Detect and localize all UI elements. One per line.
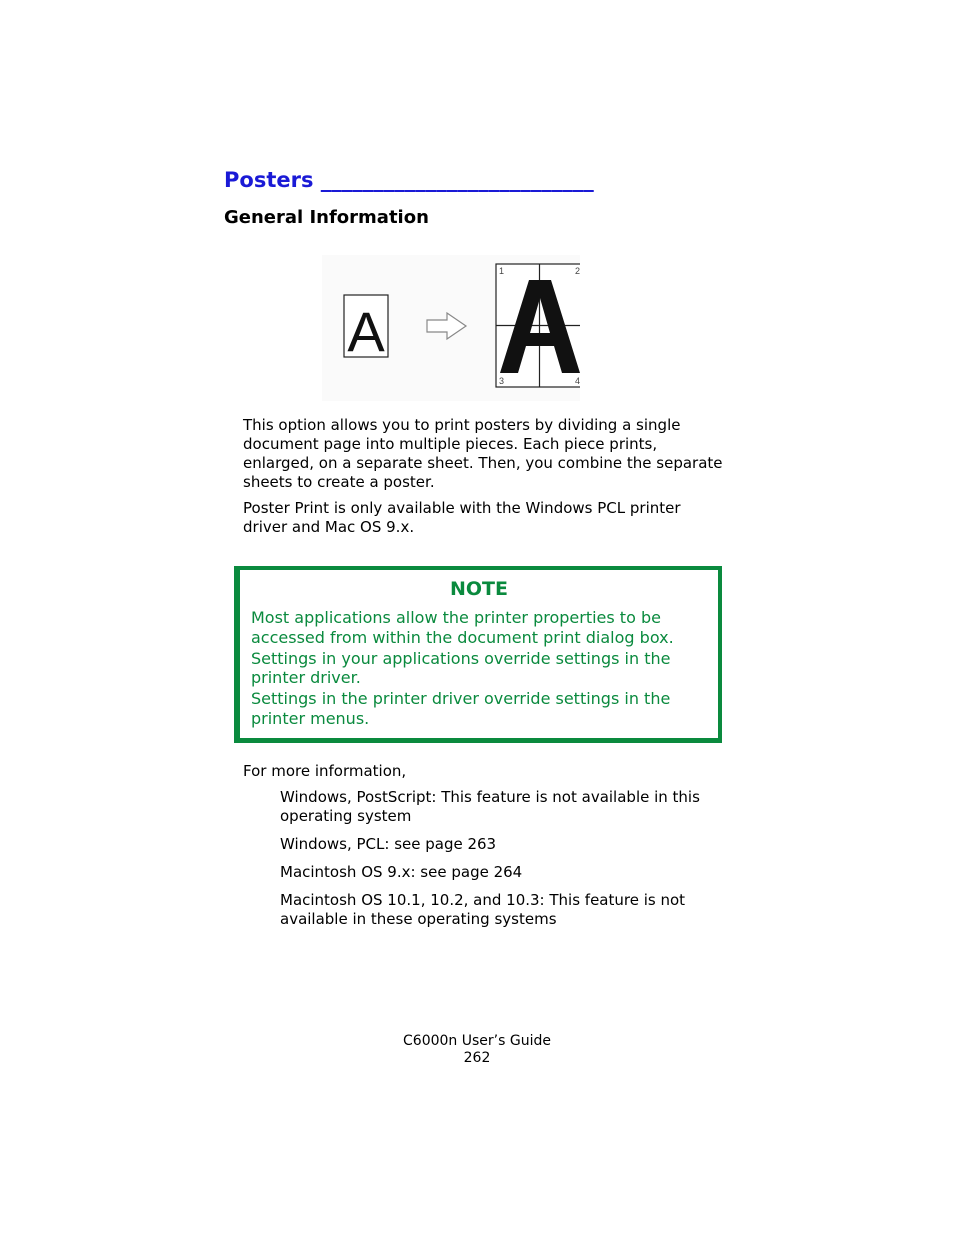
list-item: Macintosh OS 9.x: see page 264	[280, 863, 523, 881]
title-text: Posters	[224, 168, 314, 192]
small-letter: A	[347, 300, 385, 363]
note-box	[234, 566, 722, 743]
list-item: Windows, PostScript: This feature is not available in this operating system	[280, 788, 700, 825]
tile-number: 3	[499, 376, 505, 386]
more-info-intro: For more information,	[243, 762, 407, 780]
tile-number: 2	[575, 266, 580, 276]
availability-paragraph: Poster Print is only available with the Windows PCL printer driver and Mac OS 9.x.	[243, 499, 681, 536]
list-item: Windows, PCL: see page 263	[280, 835, 497, 853]
tile-number: 4	[575, 376, 580, 386]
footer-page-number: 262	[463, 1050, 491, 1066]
note-line: Settings in your applications override settings in the printer driver.	[251, 648, 671, 687]
footer-guide-name: C6000n User’s Guide	[403, 1033, 551, 1049]
more-info-list	[280, 788, 730, 938]
tile-number: 1	[499, 266, 505, 276]
section-subtitle: General Information	[224, 207, 429, 228]
note-line: Most applications allow the printer properties to be accessed from within the document print dialog box.	[251, 608, 674, 647]
note-content	[251, 608, 711, 730]
poster-illustration	[322, 255, 580, 401]
intro-paragraph: This option allows you to print posters by dividing a single document page into multiple pieces. Each piece prints, enlarged, on a separate sheet. Then, you combine the separate sheets to create a poster.	[243, 416, 723, 491]
page-footer	[0, 1033, 954, 1067]
list-item: Macintosh OS 10.1, 10.2, and 10.3: This feature is not available in these operating systems	[280, 891, 686, 928]
page-title	[224, 168, 594, 192]
title-rule: __________________________	[320, 168, 594, 192]
note-title: NOTE	[450, 578, 508, 600]
note-line: Settings in the printer driver override settings in the printer menus.	[251, 689, 671, 728]
